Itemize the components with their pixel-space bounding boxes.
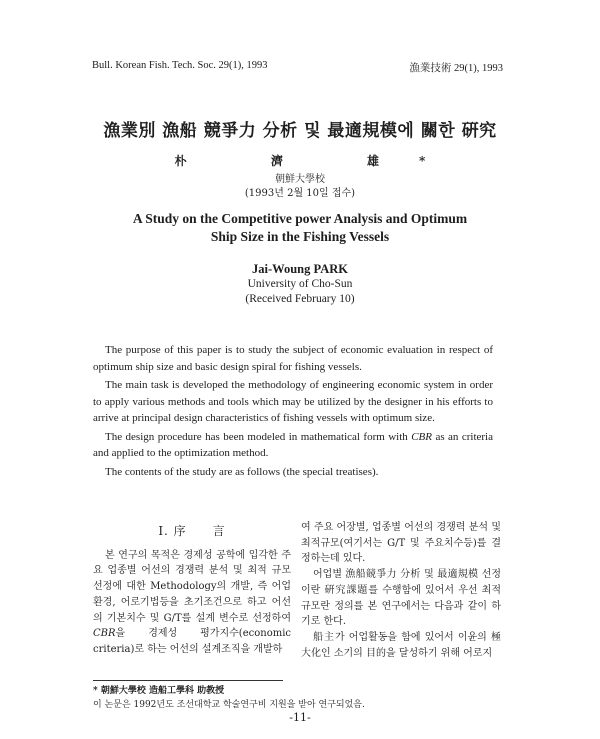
abstract-paragraph-3	[93, 429, 493, 462]
abstract-p3-text-after: as an criteria and applied to the optimization method.	[93, 430, 493, 459]
affiliation-korean: 朝鮮大學校	[275, 174, 325, 185]
section-heading-introduction: I. 序 言	[158, 524, 226, 538]
page-number: -11-	[289, 711, 311, 724]
abstract-paragraph-2: The main task is developed the methodology of engineering economic system in order to apply various methods and tools which may be utilized by the designer in his efforts to arrive at principal design characteristics of fishing vessels with optimum size.	[93, 379, 493, 424]
abstract-paragraph-4: The contents of the study are as follows (the special treatises).	[105, 465, 379, 478]
paper-title-english	[0, 210, 600, 246]
footnote-author-affiliation: * 朝鮮大學校 造船工學科 助教授	[93, 686, 225, 696]
abstract-p3-cbr: CBR	[411, 430, 432, 443]
author-korean: 朴 濟 雄*	[174, 154, 466, 168]
paper-title-korean: 漁業別 漁船 競爭力 分析 및 最適規模에 關한 硏究	[103, 121, 497, 141]
paper-title-english-line1: A Study on the Competitive power Analysis and Optimum	[132, 211, 468, 226]
abstract-paragraph-1: The purpose of this paper is to study the subject of economic evaluation in respect of optimum ship size and basic design spiral for fishing vessels.	[93, 344, 493, 373]
intro-p1-cbr: CBR	[93, 628, 116, 640]
intro-paragraph-1	[93, 548, 291, 658]
intro-p1-after: 을 경제성 평가지수(economic criteria)로 하는 어선의 설계조직을 개발하	[93, 628, 291, 655]
footnote-funding: 이 논문은 1992년도 조선대학교 학술연구비 지원을 받아 연구되었음.	[93, 700, 365, 710]
received-date-korean: (1993년 2월 10일 접수)	[244, 188, 356, 199]
intro-paragraph-3: 船主가 어업활동을 함에 있어서 이윤의 極大化인 소기의 目的을 달성하기 위해 어로지	[301, 631, 501, 659]
journal-citation-korean-header: 漁業技術 29(1), 1993	[409, 63, 503, 74]
footnote-divider	[93, 680, 283, 681]
abstract	[93, 342, 493, 480]
body-column-right	[301, 520, 501, 661]
abstract-p3-text-before: The design procedure has been modeled in mathematical form with	[105, 430, 412, 443]
intro-paragraph-2: 어업별 漁船競爭力 分析 및 最適規模 선정이란 硏究課題를 수행함에 있어서 우선 최적 규모란 정의를 본 연구에서는 다음과 같이 하기로 한다.	[301, 569, 501, 628]
body-column-left	[93, 520, 291, 658]
author-english: Jai-Woung PARK	[252, 262, 348, 276]
journal-citation-header: Bull. Korean Fish. Tech. Soc. 29(1), 1993	[92, 60, 268, 71]
paper-title-english-line2: Ship Size in the Fishing Vessels	[210, 229, 390, 244]
affiliation-english: University of Cho-Sun	[247, 278, 353, 290]
intro-p1-before: 본 연구의 목적은 경제성 공학에 입각한 주요 업종별 어선의 경쟁력 분석 및 최적 규모 선정에 대한 Methodology의 개발, 즉 어업환경, 어로기법등을 초기조건으로 하고 어선의 기본치수 및 G/T를 설계 변수로 선정하여	[93, 549, 291, 624]
received-date-english: (Received February 10)	[245, 293, 355, 305]
intro-paragraph-1-continued: 여 주요 어장별, 업종별 어선의 경쟁력 분석 및 최적규모(여기서는 G/T 및 주요치수등)를 결정하는데 있다.	[301, 522, 501, 565]
